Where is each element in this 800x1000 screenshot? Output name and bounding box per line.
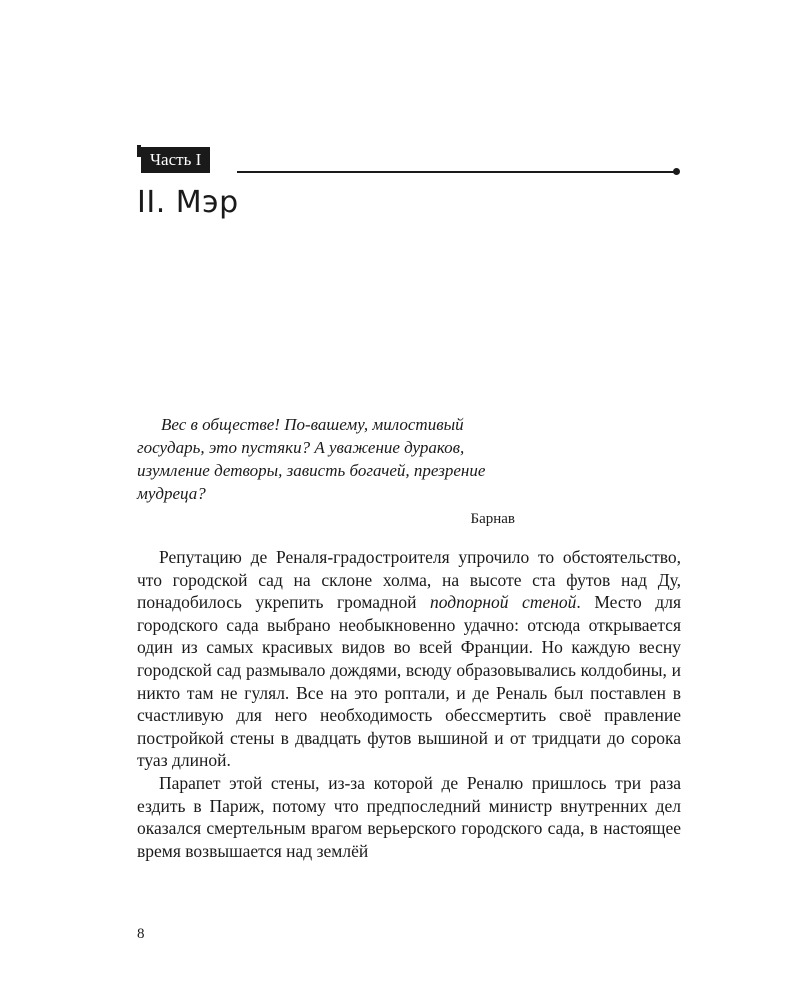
part-rule-end-dot [673,168,680,175]
epigraph-text: Вес в обществе! По-вашему, милостивый государь, это пустяки? А уважение дураков, изумление детворы, зависть богачей, презрение мудреца? [137,415,486,503]
paragraph-text: Репутацию де Реналя-градостроителя упрочило то обстоятельство, что городской сад на склоне холма, на высоте ста футов над Ду, понадобилось укрепить громадной [137,547,681,613]
part-label: Часть I [141,147,210,173]
body-text [137,546,681,862]
chapter-title: II. Мэр [137,185,239,220]
page-number: 8 [137,926,145,942]
epigraph [137,413,527,530]
emphasized-text: подпорной стеной [429,592,577,613]
part-header [137,145,682,175]
paragraph-text: . Место для городского сада выбрано необыкновенно удачно: отсюда открывается один из самых красивых видов во всей Франции. Но каждую весну городской сад размывало дождями, всюду образовывались колдобины, и никто там не гулял. Все на это роптали, и де Реналь был поставлен в счастливую для него необходимость обессмертить своё правление постройкой стены в двадцать футов вышиной и от тридцати до сорока туаз длиной. [137,592,681,771]
part-rule [237,171,674,173]
paragraph: Парапет этой стены, из-за которой де Реналю пришлось три раза ездить в Париж, потому что предпоследний министр внутренних дел оказался смертельным врагом верьерского городского сада, в настоящее время возвышается над землёй [137,772,681,861]
epigraph-author: Барнав [470,511,515,527]
paragraph [137,546,681,772]
